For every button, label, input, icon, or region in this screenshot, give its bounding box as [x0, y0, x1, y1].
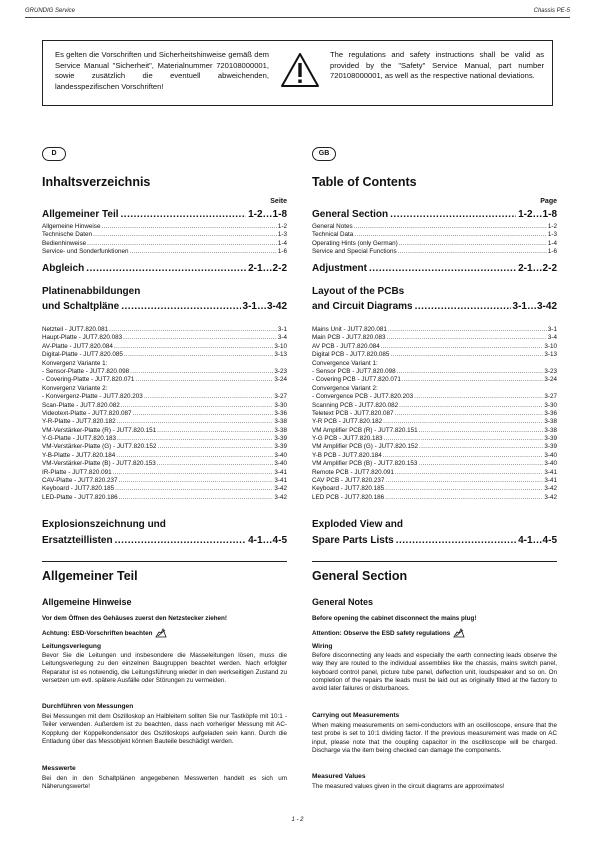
- toc-item-label: Bedienhinweise: [42, 239, 87, 247]
- toc-item: [312, 485, 557, 493]
- measurements-heading: Carrying out Measurements: [312, 712, 400, 719]
- page-column-label: Page: [540, 198, 557, 205]
- toc-item: [42, 231, 287, 239]
- toc-item-page: 3-39: [274, 435, 287, 443]
- toc-item: [312, 427, 557, 435]
- toc-item-label: Remote PCB - JUT7.820.091: [312, 468, 394, 476]
- toc-item: [42, 418, 287, 426]
- header-rule: [25, 17, 570, 18]
- toc-list-1: [312, 223, 557, 257]
- toc-item: [42, 494, 287, 502]
- toc-item: [312, 385, 557, 393]
- page-number: 1 - 2: [291, 817, 304, 823]
- toc-item-page: 3-38: [544, 426, 557, 434]
- toc-section-4: [312, 535, 557, 546]
- toc-item-page: 1-3: [547, 231, 557, 239]
- esd-text: Attention: Observe the ESD safety regulations: [312, 629, 451, 637]
- toc-section-3-line1: Layout of the PCBs: [312, 286, 405, 297]
- toc-item-label: CAV-Platte - JUT7.820.237: [42, 477, 118, 485]
- notes-title: General Notes: [312, 597, 374, 607]
- toc-item: [42, 240, 287, 248]
- esd-notice: [312, 628, 465, 638]
- toc-item-label: Y-G-Platte - JUT7.820.183: [42, 435, 116, 443]
- toc-item-page: 3-4: [547, 334, 557, 342]
- toc-item-label: Mains Unit - JUT7.820.081: [312, 326, 387, 333]
- toc-item: [42, 443, 287, 451]
- toc-item-label: Teletext PCB - JUT7.820.087: [312, 409, 394, 417]
- esd-hand-icon: [155, 628, 167, 638]
- toc-item-label: Technische Daten: [42, 231, 93, 239]
- toc-item-page: 1-2: [547, 223, 557, 230]
- header-chassis: Chassis PE-5: [533, 8, 570, 14]
- toc-item-page: 3-40: [274, 460, 287, 468]
- toc-item: [42, 368, 287, 376]
- toc-item-page: 1-4: [277, 239, 287, 247]
- toc-item: [42, 485, 287, 493]
- toc-item-page: 3-1: [547, 326, 557, 333]
- toc-item-page: 3-24: [274, 376, 287, 384]
- toc-item: [42, 402, 287, 410]
- toc-item-label: Netzteil - JUT7.820.081: [42, 326, 109, 333]
- toc-item-label: Videotext-Platte - JUT7.820.087: [42, 409, 132, 417]
- toc-title: Inhaltsverzeichnis: [42, 175, 151, 189]
- toc-section-4-line1: Explosionszeichnung und: [42, 519, 166, 530]
- toc-item-page: 3-4: [277, 334, 287, 342]
- toc-item-label: Y-B-Platte - JUT7.820.184: [42, 451, 116, 459]
- toc-item-page: 3-10: [274, 342, 287, 350]
- toc-item-page: 3-38: [274, 418, 287, 426]
- toc-item-label: Haupt-Platte - JUT7.820.083: [42, 334, 123, 342]
- toc-item-page: 3-39: [544, 435, 557, 443]
- toc-item-page: 3-41: [274, 468, 287, 476]
- toc-section-title: Adjustment: [312, 263, 367, 274]
- toc-item-page: 3-40: [544, 460, 557, 468]
- toc-item: [42, 393, 287, 401]
- toc-item: [312, 460, 557, 468]
- toc-item: [42, 326, 287, 334]
- toc-item-label: Service and Special Functions: [312, 248, 397, 256]
- wiring-heading: Wiring: [312, 643, 333, 650]
- toc-item-label: Scan-Platte - JUT7.820.082: [42, 401, 120, 409]
- measurements-heading: Durchführen von Messungen: [42, 703, 134, 710]
- toc-item-page: 3-42: [544, 485, 557, 493]
- toc-item-page: 3-13: [274, 351, 287, 359]
- mains-warning: Vor dem Öffnen des Gehäuses zuerst den Netzstecker ziehen!: [42, 615, 227, 622]
- toc-item-label: VM Amplifier PCB (G) - JUT7.820.152: [312, 443, 419, 451]
- toc-item: [312, 443, 557, 451]
- toc-item-page: 1-6: [547, 248, 557, 256]
- toc-section-title: General Section: [312, 209, 389, 220]
- warning-icon: [280, 52, 320, 93]
- toc-list-1: [42, 223, 287, 257]
- esd-text: Achtung: ESD-Vorschriften beachten: [42, 629, 153, 637]
- toc-section-4: [42, 535, 287, 546]
- toc-item: [42, 334, 287, 342]
- toc-section-3-line1: Platinenabbildungen: [42, 286, 141, 297]
- toc-title: Table of Contents: [312, 175, 417, 189]
- page-column-label: Seite: [270, 198, 287, 205]
- toc-section-title: Allgemeiner Teil: [42, 209, 119, 220]
- toc-section-pages: 3-1…3-42: [242, 301, 287, 312]
- esd-hand-icon: [453, 628, 465, 638]
- measurements-text: Bei Messungen mit dem Oszilloskop an Halbleitern sollten Sie nur Tastköpfe mit 10:1 - Teiler verwenden. Außerdem ist zu beachten, dass nach vorheriger Messung mit AC-Kopplung der Koppelkondensator des Oszilloskops aufgeladen sein kann. Durch die Entladung über das Messobjekt können Bauteile beschädigt werden.: [42, 713, 287, 745]
- toc-item: [312, 231, 557, 239]
- toc-item-label: VM-Verstärker-Platte (G) - JUT7.820.152: [42, 443, 157, 451]
- toc-item-page: 1-4: [547, 239, 557, 247]
- toc-item-page: 3-13: [544, 351, 557, 359]
- toc-item-page: 3-30: [274, 401, 287, 409]
- toc-item-label: Y-R-Platte - JUT7.820.182: [42, 418, 116, 426]
- toc-item-label: - Sensor-Platte - JUT7.820.098: [42, 367, 130, 375]
- toc-item: [312, 351, 557, 359]
- toc-item-label: Convergence Variant 2:: [312, 384, 378, 392]
- toc-item-page: 3-39: [544, 443, 557, 451]
- safety-notice-english: The regulations and safety instructions shall be valid as provided by the "Safety" Service Manual, part number 720108000001, as well as the respective national deviations.: [330, 50, 544, 81]
- section-divider: [312, 561, 557, 562]
- toc-item: [42, 427, 287, 435]
- toc-item: [312, 469, 557, 477]
- toc-section-title: and Circuit Diagrams: [312, 301, 413, 312]
- values-text: Bei den in den Schaltplänen angegebenen Messwerten handelt es sich um Näherungswerte!: [42, 775, 287, 791]
- toc-item-page: 3-40: [274, 451, 287, 459]
- toc-item: [312, 343, 557, 351]
- toc-item-page: 3-41: [544, 477, 557, 485]
- esd-notice: [42, 628, 167, 638]
- toc-item-label: Digital PCB - JUT7.820.085: [312, 351, 390, 359]
- toc-item-label: - Sensor PCB - JUT7.820.098: [312, 367, 396, 375]
- section-title: General Section: [312, 569, 408, 583]
- values-heading: Messwerte: [42, 765, 76, 772]
- toc-item-page: 3-36: [544, 409, 557, 417]
- toc-item: [312, 393, 557, 401]
- toc-item-label: Technical Data: [312, 231, 354, 239]
- toc-item: [312, 334, 557, 342]
- toc-item: [312, 452, 557, 460]
- toc-item-page: 3-24: [544, 376, 557, 384]
- toc-section-2: [42, 263, 287, 274]
- language-badge-gb: GB: [312, 147, 336, 161]
- safety-notice-box: [42, 40, 553, 106]
- toc-item-page: 1-2: [277, 223, 287, 230]
- toc-section-4-line1: Exploded View and: [312, 519, 403, 530]
- toc-section-3: [312, 301, 557, 312]
- toc-section-pages: 3-1…3-42: [512, 301, 557, 312]
- toc-item-page: 3-23: [274, 367, 287, 375]
- toc-item: [42, 360, 287, 368]
- toc-item-page: 3-23: [544, 367, 557, 375]
- toc-item: [312, 435, 557, 443]
- mains-warning: Before opening the cabinet disconnect the mains plug!: [312, 615, 477, 622]
- toc-item: [312, 248, 557, 256]
- toc-item: [312, 477, 557, 485]
- toc-item-page: 3-1: [277, 326, 287, 333]
- toc-item: [42, 477, 287, 485]
- toc-item-label: Service- und Sonderfunktionen: [42, 248, 129, 256]
- toc-item-page: 3-30: [544, 401, 557, 409]
- toc-item-page: 3-38: [544, 418, 557, 426]
- toc-item-label: AV-Platte - JUT7.820.084: [42, 342, 113, 350]
- toc-item-label: Y-R PCB - JUT7.820.182: [312, 418, 383, 426]
- toc-item-label: Y-G PCB - JUT7.820.183: [312, 435, 383, 443]
- toc-item-label: - Covering PCB - JUT7.820.071: [312, 376, 401, 384]
- toc-item-label: Allgemeine Hinweise: [42, 223, 101, 230]
- toc-section-title: Abgleich: [42, 263, 85, 274]
- toc-section-title: Ersatzteillisten: [42, 535, 113, 546]
- toc-item-page: 3-42: [274, 493, 287, 501]
- toc-item: [42, 435, 287, 443]
- toc-item-page: 3-42: [544, 493, 557, 501]
- toc-item: [312, 368, 557, 376]
- toc-item-page: 3-42: [274, 485, 287, 493]
- toc-item-label: VM-Verstärker-Platte (R) - JUT7.820.151: [42, 426, 157, 434]
- toc-item-page: 3-40: [544, 451, 557, 459]
- toc-list-3: [312, 326, 557, 502]
- toc-item: [312, 410, 557, 418]
- toc-item: [42, 351, 287, 359]
- toc-item-label: VM Amplifier PCB (B) - JUT7.820.153: [312, 460, 418, 468]
- values-text: The measured values given in the circuit diagrams are approximates!: [312, 783, 505, 790]
- toc-item: [312, 240, 557, 248]
- toc-item: [312, 418, 557, 426]
- toc-item: [312, 402, 557, 410]
- toc-item: [42, 385, 287, 393]
- toc-item: [42, 248, 287, 256]
- toc-item-label: Y-B PCB - JUT7.820.184: [312, 451, 382, 459]
- toc-section-pages: 1-2…1-8: [518, 209, 557, 220]
- toc-item-label: Scanning PCB - JUT7.820.082: [312, 401, 399, 409]
- language-badge-d: D: [42, 147, 66, 161]
- toc-item-label: LED-Platte - JUT7.820.186: [42, 493, 118, 501]
- toc-item-label: Konvergenz Variante 1:: [42, 359, 108, 367]
- toc-item-label: VM-Verstärker-Platte (B) - JUT7.820.153: [42, 460, 156, 468]
- toc-item-label: Keyboard - JUT7.820.185: [42, 485, 115, 493]
- toc-item-label: - Convergence PCB - JUT7.820.203: [312, 393, 414, 401]
- toc-item-label: Operating Hints (only German): [312, 239, 398, 247]
- wiring-text: Bevor Sie die Leitungen und insbesondere die Masseleitungen lösen, muss die Leitungsverlegung zu den einzelnen Baugruppen beachtet werden. Nach erfolgter Reparatur ist es notwendig, die Leitungsführung wieder in den werkseitigen Zustand zu versetzen um evtl. spätere Ausfälle oder Störungen zu vermeiden.: [42, 652, 287, 684]
- toc-item-label: IR-Platte - JUT7.820.091: [42, 468, 112, 476]
- toc-item-page: 3-27: [274, 393, 287, 401]
- toc-section-1: [42, 209, 287, 220]
- wiring-heading: Leitungsverlegung: [42, 643, 101, 650]
- toc-section-2: [312, 263, 557, 274]
- toc-section-pages: 1-2…1-8: [248, 209, 287, 220]
- toc-item: [42, 410, 287, 418]
- toc-item: [312, 376, 557, 384]
- toc-section-pages: 2-1…2-2: [518, 263, 557, 274]
- toc-item-label: Main PCB - JUT7.820.083: [312, 334, 386, 342]
- toc-item: [42, 376, 287, 384]
- notes-title: Allgemeine Hinweise: [42, 597, 132, 607]
- safety-notice-german: Es gelten die Vorschriften und Sicherheitshinweise gemäß dem Service Manual "Sicherheit", Materialnummer 720108000001, sowie zusätzlich die eventuell abweichenden, landesspezifischen Vorschriften!: [55, 50, 269, 91]
- toc-item-page: 3-10: [544, 342, 557, 350]
- toc-item-label: Keyboard - JUT7.820.185: [312, 485, 385, 493]
- header-brand: GRUNDIG Service: [25, 8, 76, 14]
- toc-item-page: 3-38: [274, 426, 287, 434]
- toc-item-label: LED PCB - JUT7.820.186: [312, 493, 385, 501]
- values-heading: Measured Values: [312, 773, 366, 780]
- toc-item: [312, 360, 557, 368]
- toc-item: [42, 452, 287, 460]
- toc-section-1: [312, 209, 557, 220]
- toc-section-3: [42, 301, 287, 312]
- toc-item-page: 3-36: [274, 409, 287, 417]
- toc-item-label: Konvergenz Variante 2:: [42, 384, 108, 392]
- toc-item: [312, 223, 557, 231]
- toc-item: [312, 326, 557, 334]
- wiring-text: Before disconnecting any leads and especially the earth connecting leads observe the way they are routed to the individual assemblies like the chassis, mains switch panel, keyboard control panel, picture tube panel, deflection unit, loudspeaker and so on. On completion of the repairs the leads must be laid out as originally fitted at the factory to avoid later failures or disturbances.: [312, 652, 557, 693]
- toc-section-pages: 4-1…4-5: [248, 535, 287, 546]
- toc-item: [42, 343, 287, 351]
- toc-item-label: Digital-Platte - JUT7.820.085: [42, 351, 123, 359]
- toc-section-pages: 2-1…2-2: [248, 263, 287, 274]
- toc-section-pages: 4-1…4-5: [518, 535, 557, 546]
- toc-item: [42, 469, 287, 477]
- section-divider: [42, 561, 287, 562]
- toc-item-label: VM Amplifier PCB (R) - JUT7.820.151: [312, 426, 418, 434]
- section-title: Allgemeiner Teil: [42, 569, 138, 583]
- measurements-text: When making measurements on semi-conductors with an oscilloscope, ensure that the test probe is set to 10:1 dividing factor. If the previous measurement was made on AC input, please note that the coupling capacitor in the oscilloscope will be charged. Discharge via the item being checked can damage the components.: [312, 722, 557, 754]
- toc-item-page: 3-41: [544, 468, 557, 476]
- toc-item-label: - Konvergenz-Platte - JUT7.820.203: [42, 393, 143, 401]
- toc-item: [312, 494, 557, 502]
- toc-item-page: 3-27: [544, 393, 557, 401]
- toc-item-label: Convergence Variant 1:: [312, 359, 378, 367]
- toc-item: [42, 460, 287, 468]
- toc-item-label: CAV PCB - JUT7.820.237: [312, 477, 385, 485]
- toc-section-title: und Schaltpläne: [42, 301, 120, 312]
- toc-item-page: 3-41: [274, 477, 287, 485]
- toc-item-page: 1-6: [277, 248, 287, 256]
- toc-item-page: 1-3: [277, 231, 287, 239]
- toc-section-title: Spare Parts Lists: [312, 535, 394, 546]
- toc-item-label: - Covering-Platte - JUT7.820.071: [42, 376, 135, 384]
- toc-item-label: General Notes: [312, 223, 353, 230]
- toc-list-3: [42, 326, 287, 502]
- toc-item-label: AV PCB - JUT7.820.084: [312, 342, 380, 350]
- toc-item: [42, 223, 287, 231]
- toc-item-page: 3-39: [274, 443, 287, 451]
